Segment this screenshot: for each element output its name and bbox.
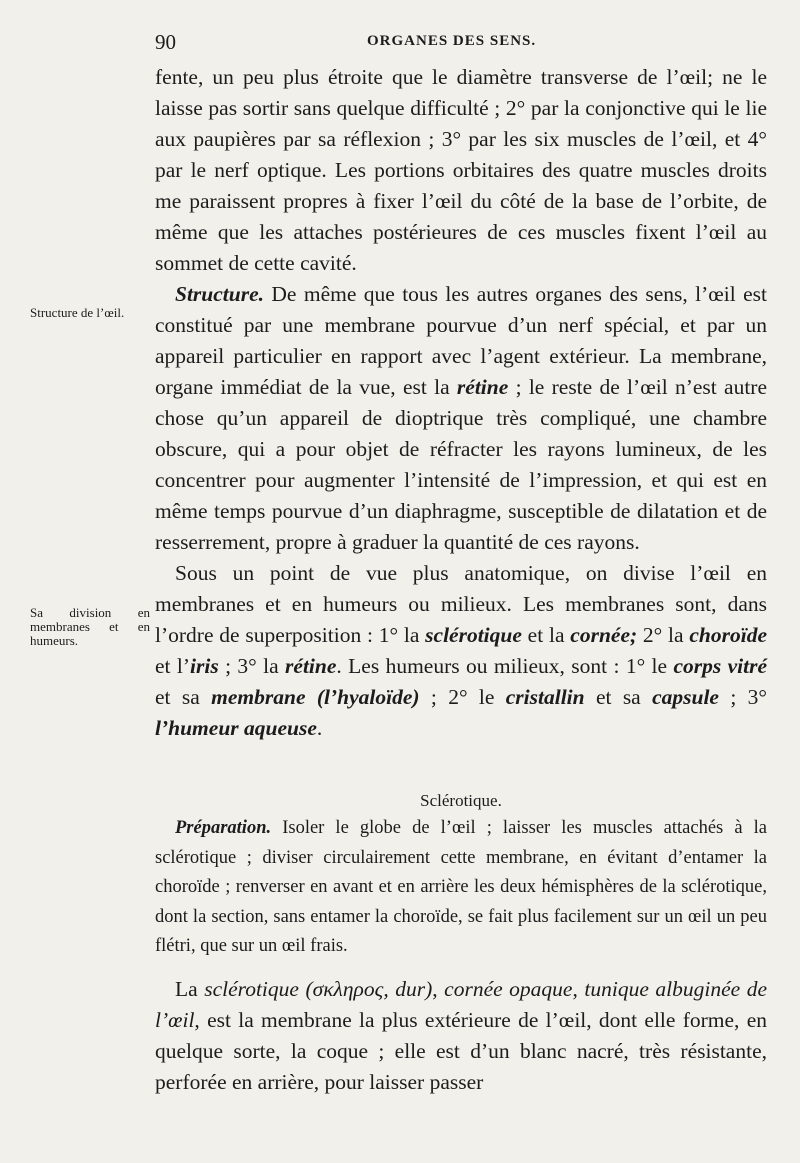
sclerotique-block xyxy=(155,974,767,1098)
preparation-heading: Préparation. xyxy=(175,818,272,838)
running-head: ORGANES DES SENS. xyxy=(367,33,537,49)
page-number: 90 xyxy=(155,30,176,54)
margin-note-structure: Structure de l’œil. xyxy=(30,305,125,320)
preparation-block xyxy=(155,788,767,962)
structure-heading: Structure. xyxy=(175,282,265,306)
paragraph-division: Sous un point de vue plus anatomique, on divise l’œil en membranes et en humeurs ou milieux. Les membranes sont, dans l’ordre de superposition : 1° la sclérotique et la cornée; 2° la choroïde et l’iris ; 3° la rétine. Les humeurs ou milieux, sont : 1° le corps vitré et sa membrane (l’hyaloïde) ; 2° le cristallin et sa capsule ; 3° l’humeur aqueuse. xyxy=(155,561,767,740)
paragraph-preparation: Préparation. Isoler le globe de l’œil ; laisser les muscles attachés à la sclérotique ; diviser circulairement cette membrane, en évitant d’entamer la choroïde ; renverser en avant et en arrière les deux hémisphères de la sclérotique, dont la section, sans entamer la choroïde, se fait plus facilement sur un œil un peu flétri, que sur un œil frais. xyxy=(155,818,767,956)
greek-etymology: (σκληρος, dur) xyxy=(305,977,433,1001)
paragraph-structure: Structure. De même que tous les autres organes des sens, l’œil est constitué par une membrane pourvue d’un nerf spécial, et par un appareil particulier en rapport avec l’agent extérieur. La membrane, organe immédiat de la vue, est la rétine ; le reste de l’œil n’est autre chose qu’un appareil de dioptrique très compliqué, une chambre obscure, qui a pour objet de réfracter les rayons lumineux, de les concentrer pour augmenter l’intensité de l’impression, et qui est en même temps pourvue d’un diaphragme, susceptible de dilatation et de resserrement, propre à graduer la quantité de ces rayons. xyxy=(155,282,767,554)
paragraph-eye-fixation: fente, un peu plus étroite que le diamètre transverse de l’œil; ne le laisse pas sortir sans quelque difficulté ; 2° par la conjonctive qui le lie aux paupières par sa réflexion ; 3° par les six muscles de l’œil, et 4° par le nerf optique. Les portions orbitaires des quatre muscles droits me paraissent propres à fixer l’œil du côté de la base de l’orbite, de même que les attaches postérieures de ces muscles fixent l’œil au sommet de cette cavité. xyxy=(155,65,767,275)
page-header xyxy=(155,30,765,56)
paragraph-sclerotique: La sclérotique (σκληρος, dur), cornée opaque, tunique albuginée de l’œil, est la membrane la plus extérieure de l’œil, dont elle forme, en quelque sorte, la coque ; elle est d’un blanc nacré, très résistante, perforée en arrière, pour laisser passer xyxy=(155,977,767,1094)
main-text-upper xyxy=(155,62,767,744)
section-title: Sclérotique. xyxy=(420,791,502,810)
margin-note-division: Sa division en membranes et en humeurs. xyxy=(30,605,150,648)
